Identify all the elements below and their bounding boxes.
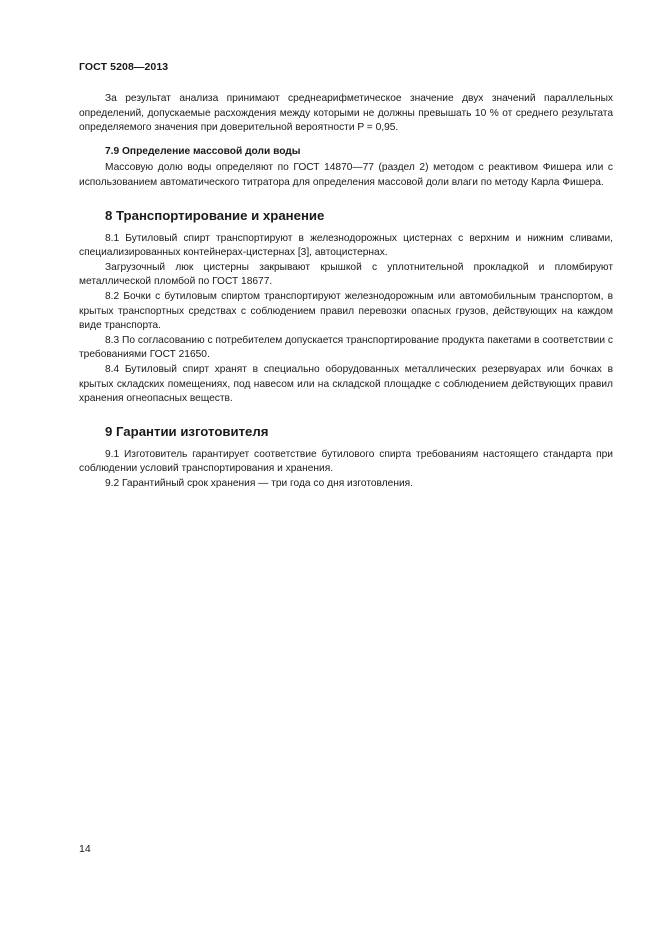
standard-header: ГОСТ 5208—2013 xyxy=(79,61,169,73)
paragraph-8-1: 8.1 Бутиловый спирт транспортируют в железнодорожных цистернах с верхним и нижним сливами, специализированных контейнерах-цистернах [3], автоцистернах. xyxy=(79,232,613,259)
paragraph-8-2: 8.2 Бочки с бутиловым спиртом транспортируют железнодорожным или автомобильным транспортом, в крытых транспортных средствах с соблюдением правил перевозки опасных грузов, действующих на каждом виде транспорта. xyxy=(79,290,613,332)
paragraph-8-4: 8.4 Бутиловый спирт хранят в специально оборудованных металлических резервуарах или бочках в крытых складских помещениях, под навесом или на складской площадке с соблюдением действующих правил хранения огнеопасных веществ. xyxy=(79,363,613,405)
page-number: 14 xyxy=(79,843,91,855)
paragraph-9-1: 9.1 Изготовитель гарантирует соответствие бутилового спирта требованиям настоящего стандарта при соблюдении условий транспортирования и хранения. xyxy=(79,448,613,475)
paragraph-9-2: 9.2 Гарантийный срок хранения — три года со дня изготовления. xyxy=(105,477,414,489)
paragraph-result-analysis: За результат анализа принимают среднеарифметическое значение двух значений параллельных определений, допускаемые расхождения между которыми не должны превышать 10 % от среднего результата определяемого значения при доверительной вероятности P = 0,95. xyxy=(79,93,613,134)
paragraph-8-1-hatch: Загрузочный люк цистерны закрывают крышкой с уплотнительной прокладкой и пломбируют металлической пломбой по ГОСТ 18677. xyxy=(79,261,613,288)
document-body xyxy=(79,92,613,491)
paragraph-8-3: 8.3 По согласованию с потребителем допускается транспортирование продукта пакетами в соответствии с требованиями ГОСТ 21650. xyxy=(79,334,613,361)
section-8-title: 8 Транспортирование и хранение xyxy=(105,207,325,223)
paragraph-7-9: Массовую долю воды определяют по ГОСТ 14870—77 (раздел 2) методом с реактивом Фишера или с использованием автоматического титратора для определения массовой доли влаги по методу Карла Фишера. xyxy=(79,162,613,188)
subsection-7-9-title: 7.9 Определение массовой доли воды xyxy=(105,145,301,157)
section-9-title: 9 Гарантии изготовителя xyxy=(105,423,269,439)
